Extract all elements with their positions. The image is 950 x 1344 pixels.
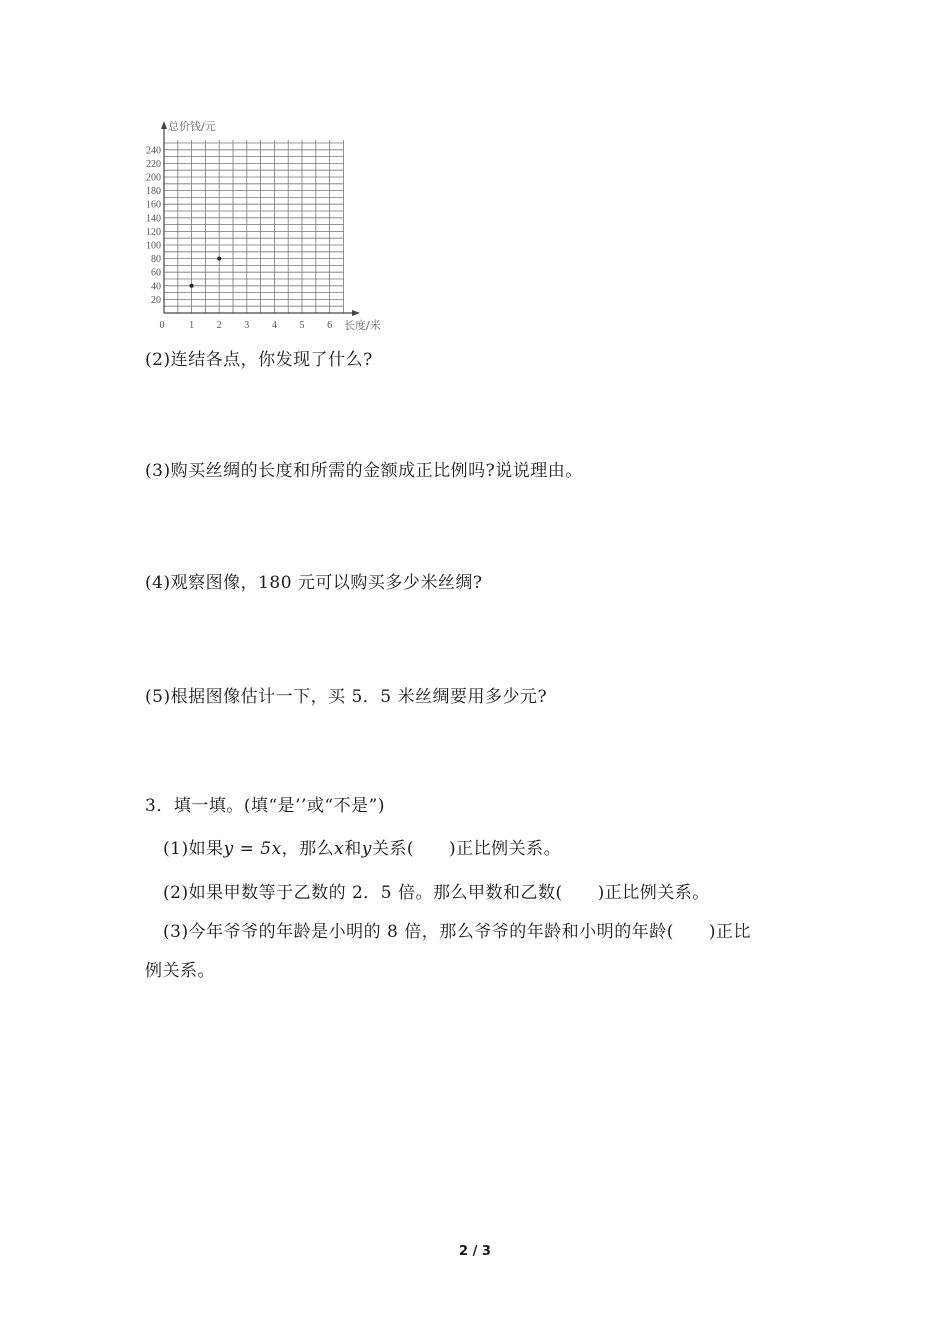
x-tick-label: 3 [244, 320, 250, 331]
y-axis-arrow [161, 121, 167, 129]
fill-item-2: (2)如果甲数等于乙数的 2．5 倍。那么甲数和乙数( )正比例关系。 [163, 883, 710, 903]
y-tick-label: 200 [146, 172, 161, 184]
question-4: (4)观察图像，180 元可以购买多少米丝绸? [145, 573, 483, 593]
price-length-chart [140, 116, 390, 336]
question-2: (2)连结各点，你发现了什么? [145, 350, 373, 370]
y-axis-label: 总价钱/元 [168, 120, 216, 133]
y-axis-ticks [146, 145, 161, 306]
y-tick-label: 160 [146, 199, 161, 211]
fill-item-1-suffix: 关系( )正比例关系。 [371, 839, 562, 859]
y-tick-label: 180 [146, 186, 161, 198]
equation-y-equals-5x: y = 5x [223, 839, 282, 859]
variable-x: x [334, 839, 345, 859]
data-point [217, 257, 221, 261]
x-tick-label: 6 [327, 320, 333, 331]
question-3: (3)购买丝绸的长度和所需的金额成正比例吗?说说理由。 [145, 461, 583, 481]
y-tick-label: 120 [146, 226, 161, 238]
x-tick-label: 4 [271, 320, 277, 331]
y-tick-label: 100 [146, 240, 161, 252]
fill-item-1 [163, 838, 561, 860]
y-tick-label: 60 [151, 267, 161, 279]
x-tick-label: 1 [189, 320, 195, 331]
x-tick-label: 2 [216, 320, 222, 331]
x-axis-ticks [160, 320, 333, 331]
fill-item-1-mid: ，那么 [281, 839, 335, 859]
x-axis-label: 长度/米 [344, 319, 381, 332]
x-axis-arrow [352, 310, 360, 316]
x-tick-label: 5 [299, 320, 305, 331]
y-tick-label: 240 [146, 145, 161, 157]
page-number: 2 / 3 [459, 1244, 491, 1259]
fill-item-3-line-1: (3)今年爷爷的年龄是小明的 8 倍，那么爷爷的年龄和小明的年龄( )正比 [163, 922, 751, 942]
y-tick-label: 40 [151, 281, 161, 293]
y-tick-label: 80 [151, 254, 161, 266]
section-3-title: 3．填一填。(填“是’’或“不是”) [145, 796, 385, 816]
fill-item-1-and: 和 [344, 839, 362, 859]
y-tick-label: 140 [146, 213, 161, 225]
x-tick-label: 0 [159, 320, 165, 331]
fill-item-1-prefix: (1)如果 [163, 839, 224, 859]
question-5: (5)根据图像估计一下，买 5．5 米丝绸要用多少元? [145, 687, 548, 707]
y-tick-label: 20 [151, 294, 161, 306]
data-point [190, 284, 194, 288]
y-tick-label: 220 [146, 158, 161, 170]
variable-y: y [361, 839, 372, 859]
fill-item-3-line-2: 例关系。 [145, 961, 215, 981]
